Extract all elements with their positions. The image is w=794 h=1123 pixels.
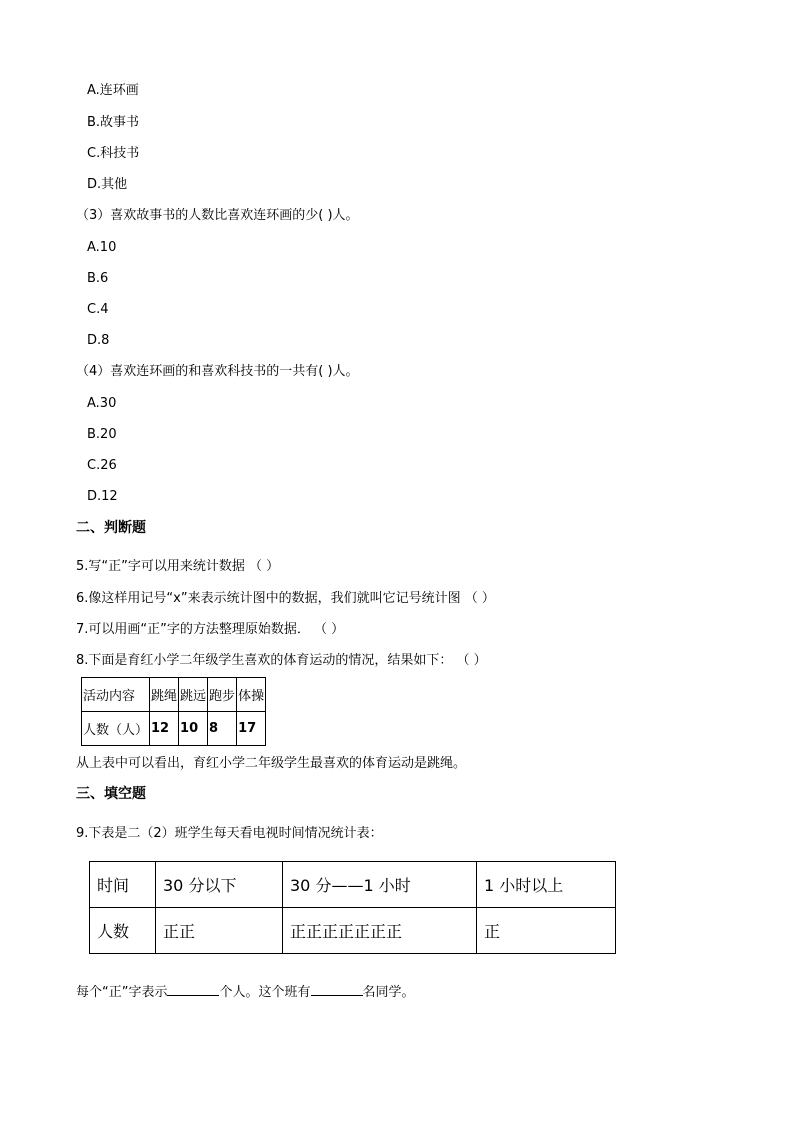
q9-fill-sentence <box>76 983 415 1001</box>
q2-option-d: D.其他 <box>87 177 128 192</box>
sports-table <box>81 677 266 746</box>
table-cell: 跳绳 <box>150 678 179 712</box>
q3-option-c: C.4 <box>87 302 109 317</box>
table-cell: 30 分——1 小时 <box>283 862 477 908</box>
table-cell: 人数（人） <box>82 712 150 746</box>
table-cell: 12 <box>150 712 179 746</box>
section-title-fill: 三、填空题 <box>76 786 146 802</box>
table-cell: 1 小时以上 <box>477 862 616 908</box>
table-cell: 体操 <box>237 678 266 712</box>
q3-question: （3）喜欢故事书的人数比喜欢连环画的少( )人。 <box>76 208 359 223</box>
q2-option-c: C.科技书 <box>87 146 140 161</box>
fill-text: 名同学。 <box>362 985 415 1000</box>
table-cell: 时间 <box>90 862 156 908</box>
table-cell: 30 分以下 <box>156 862 283 908</box>
q3-option-a: A.10 <box>87 240 117 255</box>
answer-blank[interactable] <box>311 983 363 996</box>
q2-option-b: B.故事书 <box>87 115 140 130</box>
q2-option-a: A.连环画 <box>87 83 139 98</box>
table-cell: 跳远 <box>179 678 208 712</box>
fill-text: 个人。这个班有 <box>219 985 311 1000</box>
table-row <box>82 712 266 746</box>
table-cell: 活动内容 <box>82 678 150 712</box>
table-row <box>90 908 616 954</box>
table-cell: 8 <box>208 712 237 746</box>
q3-option-d: D.8 <box>87 333 110 348</box>
q7-statement: 7.可以用画“正”字的方法整理原始数据． （ ） <box>76 622 345 637</box>
table-cell: 10 <box>179 712 208 746</box>
q4-option-c: C.26 <box>87 458 117 473</box>
q4-option-b: B.20 <box>87 427 117 442</box>
table-cell: 跑步 <box>208 678 237 712</box>
fill-text: 每个“正”字表示 <box>76 985 168 1000</box>
q5-statement: 5.写“正”字可以用来统计数据 （ ） <box>76 559 280 574</box>
table-cell: 正正正正正正正 <box>283 908 477 954</box>
table-cell: 人数 <box>90 908 156 954</box>
q9-question: 9.下表是二（2）班学生每天看电视时间情况统计表： <box>76 826 383 841</box>
q6-statement: 6.像这样用记号“x”来表示统计图中的数据，我们就叫它记号统计图 （ ） <box>76 591 495 606</box>
section-title-judgement: 二、判断题 <box>76 520 146 536</box>
q4-question: （4）喜欢连环画的和喜欢科技书的一共有( )人。 <box>76 364 359 379</box>
table-cell: 正正 <box>156 908 283 954</box>
table-row <box>90 862 616 908</box>
answer-blank[interactable] <box>167 983 219 996</box>
q4-option-d: D.12 <box>87 489 118 504</box>
table-cell: 17 <box>237 712 266 746</box>
table-row <box>82 678 266 712</box>
q4-option-a: A.30 <box>87 396 117 411</box>
q3-option-b: B.6 <box>87 271 109 286</box>
tv-time-table <box>89 861 616 954</box>
table-cell: 正 <box>477 908 616 954</box>
q8-conclusion: 从上表中可以看出，育红小学二年级学生最喜欢的体育运动是跳绳。 <box>76 756 467 771</box>
q8-statement: 8.下面是育红小学二年级学生喜欢的体育运动的情况，结果如下： （ ） <box>76 653 487 668</box>
